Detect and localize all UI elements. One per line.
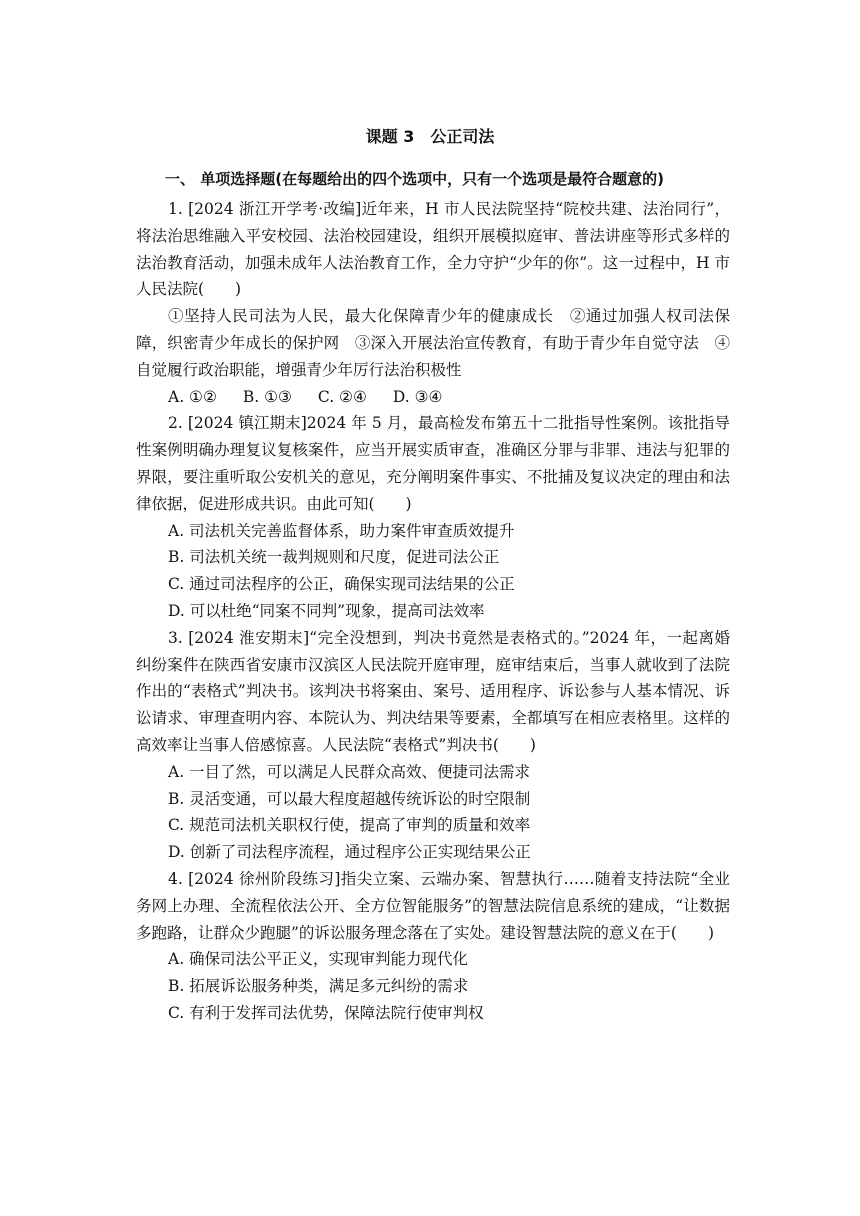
section-heading: 一、 单项选择题(在每题给出的四个选项中，只有一个选项是最符合题意的) [165, 170, 664, 188]
option-d: D. 可以杜绝“同案不同判”现象，提高司法效率 [168, 601, 485, 620]
option-c: C. ②④ [317, 387, 367, 406]
question-2 [136, 410, 730, 624]
option-d: D. 创新了司法程序流程，通过程序公正实现结果公正 [168, 843, 531, 862]
option-a: A. ①② [168, 387, 217, 406]
option-c: C. 通过司法程序的公正，确保实现司法结果的公正 [168, 575, 515, 594]
option-b: B. 拓展诉讼服务种类，满足多元纠纷的需求 [168, 977, 469, 996]
option-row [136, 384, 730, 411]
question-3 [136, 625, 730, 866]
option-c: C. 有利于发挥司法优势，保障法院行使审判权 [168, 1003, 484, 1022]
option-c: C. 规范司法机关职权行使，提高了审判的质量和效率 [168, 816, 531, 835]
option-d: D. ③④ [392, 387, 443, 406]
option-a: A. 确保司法公平正义，实现审判能力现代化 [168, 950, 469, 969]
option-a: A. 一目了然，可以满足人民群众高效、便捷司法需求 [168, 762, 531, 781]
question-4 [136, 866, 730, 1027]
question-stem: 1. [2024 浙江开学考·改编]近年来，H 市人民法院坚持“院校共建、法治同行”，将法治思维融入平安校园、法治校园建设，组织开展模拟庭审、普法讲座等形式多样的法治教育活动，加强未成年人法治教育工作，全力守护“少年的你”。这一过程中，H 市人民法院( ) [136, 200, 730, 299]
question-stem: 2. [2024 镇江期末]2024 年 5 月，最高检发布第五十二批指导性案例。该批指导性案例明确办理复议复核案件，应当开展实质审查，准确区分罪与非罪、违法与犯罪的界限，要注重听取公安机关的意见，充分阐明案件事实、不批捕及复议决定的理由和法律依据，促进形成共识。由此可知( ) [136, 414, 730, 513]
question-stem: 3. [2024 淮安期末]“完全没想到，判决书竟然是表格式的。”2024 年，一起离婚纠纷案件在陕西省安康市汉滨区人民法院开庭审理，庭审结束后，当事人就收到了法院作出的“表格式”判决书。该判决书将案由、案号、适用程序、诉讼参与人基本情况、诉讼请求、审理查明内容、本院认为、判决结果等要素，全都填写在相应表格里。这样的高效率让当事人倍感惊喜。人民法院“表格式”判决书( ) [136, 628, 730, 754]
question-statements: ①坚持人民司法为人民，最大化保障青少年的健康成长 ②通过加强人权司法保障，织密青少年成长的保护网 ③深入开展法治宣传教育，有助于青少年自觉守法 ④自觉履行政治职能，增强青少年厉行法治积极性 [136, 307, 730, 379]
question-stem: 4. [2024 徐州阶段练习]指尖立案、云端办案、智慧执行……随着支持法院“全业务网上办理、全流程依法公开、全方位智能服务”的智慧法院信息系统的建成，“让数据多跑路，让群众少跑腿”的诉讼服务理念落在了实处。建设智慧法院的意义在于( ) [136, 869, 730, 942]
option-a: A. 司法机关完善监督体系，助力案件审查质效提升 [168, 521, 515, 540]
page-title: 课题 3 公正司法 [365, 127, 495, 146]
option-b: B. ①③ [242, 387, 292, 406]
option-b: B. 司法机关统一裁判规则和尺度，促进司法公正 [168, 548, 500, 567]
option-b: B. 灵活变通，可以最大程度超越传统诉讼的时空限制 [168, 789, 531, 808]
question-list [136, 196, 730, 1027]
question-1 [136, 196, 730, 410]
